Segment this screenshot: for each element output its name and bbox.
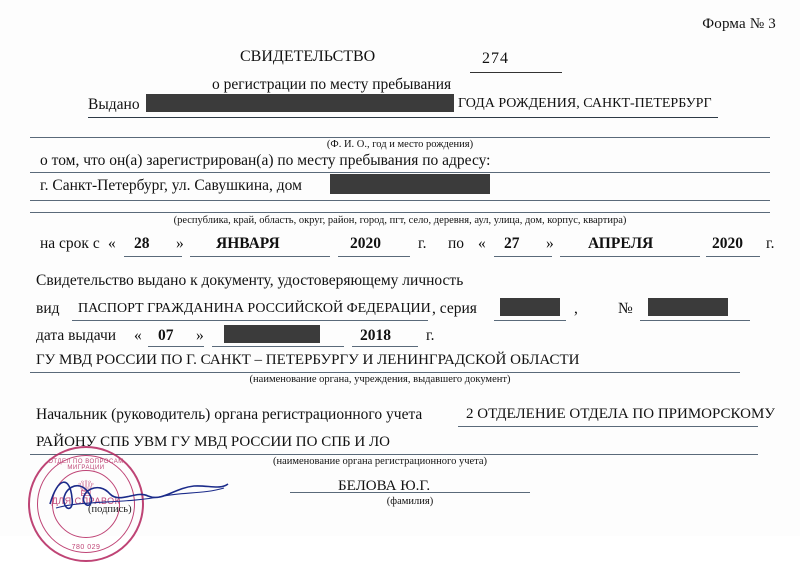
- registered-rule: [30, 172, 770, 173]
- identity-series-rule: [494, 320, 566, 321]
- signature-hint: (подпись): [88, 504, 132, 515]
- handwritten-signature: [44, 470, 234, 516]
- identity-authority-hint: (наименование органа, учреждения, выдавшего документ): [249, 374, 511, 385]
- identity-date-month-rule: [212, 346, 344, 347]
- chief-hint: (наименование органа регистрационного учета): [272, 456, 488, 467]
- term-year-to-rule: [706, 256, 760, 257]
- term-year-from-rule: [338, 256, 410, 257]
- identity-series-label: , серия: [432, 300, 477, 317]
- term-quote-open-to: «: [478, 235, 486, 252]
- identity-number-label: №: [618, 300, 633, 317]
- issued-label: Выдано: [88, 96, 140, 113]
- form-number: Форма № 3: [702, 16, 776, 32]
- term-day-from-rule: [124, 256, 182, 257]
- term-month-to-rule: [560, 256, 700, 257]
- term-month-from-rule: [190, 256, 330, 257]
- address-rule-1: [30, 200, 770, 201]
- term-year-from: 2020: [350, 235, 381, 252]
- term-g-from: г.: [418, 235, 427, 252]
- identity-number-rule: [640, 320, 750, 321]
- chief-value-line1: 2 ОТДЕЛЕНИЕ ОТДЕЛА ПО ПРИМОРСКОМУ: [466, 406, 775, 422]
- term-year-to: 2020: [712, 235, 743, 252]
- stamp-top-text: ОТДЕЛ ПО ВОПРОСАМ МИГРАЦИИ: [48, 459, 124, 471]
- stamp-center-text: ДЛЯ СПРАВОК: [51, 496, 121, 506]
- redacted-address: [330, 174, 490, 194]
- chief-label: Начальник (руководитель) органа регистрационного учета: [36, 406, 423, 423]
- chief-rule-1: [458, 426, 758, 427]
- redacted-name: [146, 94, 454, 112]
- term-month-to: АПРЕЛЯ: [588, 235, 654, 252]
- term-day-to-rule: [494, 256, 552, 257]
- redacted-number: [648, 298, 728, 316]
- issued-rule: [88, 117, 718, 118]
- identity-intro: Свидетельство выдано к документу, удостоверяющему личность: [36, 272, 464, 289]
- eagle-emblem-icon: ♕: [76, 476, 96, 501]
- term-month-from: ЯНВАРЯ: [216, 235, 280, 252]
- term-quote-close-from: »: [176, 235, 184, 252]
- identity-kind-label: вид: [36, 300, 60, 317]
- fio-rule: [30, 137, 770, 138]
- identity-comma: ,: [574, 300, 578, 317]
- term-g-to: г.: [766, 235, 775, 252]
- term-quote-open-from: «: [108, 235, 116, 252]
- certificate-number-rule: [470, 72, 562, 73]
- certificate-number: 274: [482, 50, 509, 67]
- issued-value-tail: ГОДА РОЖДЕНИЯ, САНКТ-ПЕТЕРБУРГ: [458, 96, 712, 111]
- identity-date-day-rule: [148, 346, 204, 347]
- surname-value: БЕЛОВА Ю.Г.: [338, 478, 431, 494]
- redacted-series: [500, 298, 560, 316]
- identity-date-label: дата выдачи: [36, 327, 117, 344]
- identity-authority: ГУ МВД РОССИИ ПО Г. САНКТ – ПЕТЕРБУРГУ И ЛЕНИНГРАДСКОЙ ОБЛАСТИ: [36, 352, 580, 368]
- address-hint: (республика, край, область, округ, район, город, пгт, село, деревня, аул, улица, дом, корпус, квартира): [173, 215, 627, 226]
- document-title: СВИДЕТЕЛЬСТВО: [240, 48, 376, 65]
- identity-date-year: 2018: [360, 327, 391, 344]
- registered-line: о том, что он(а) зарегистрирован(а) по месту пребывания по адресу:: [40, 152, 491, 169]
- term-day-to: 27: [504, 235, 520, 252]
- identity-date-day: 07: [158, 327, 174, 344]
- document-subtitle: о регистрации по месту пребывания: [212, 76, 452, 93]
- surname-hint: (фамилия): [386, 496, 434, 507]
- term-day-from: 28: [134, 235, 150, 252]
- identity-date-g: г.: [426, 327, 435, 344]
- identity-date-quote-open: «: [134, 327, 142, 344]
- term-prefix: на срок с: [40, 235, 100, 252]
- fio-hint: (Ф. И. О., год и место рождения): [326, 139, 474, 150]
- identity-kind-rule: [72, 320, 428, 321]
- stamp-bottom-text: 780 029: [71, 544, 101, 551]
- identity-date-quote-close: »: [196, 327, 204, 344]
- address-value: г. Санкт-Петербург, ул. Савушкина, дом: [40, 177, 302, 194]
- identity-authority-rule: [30, 372, 740, 373]
- term-to-label: по: [448, 235, 465, 252]
- identity-date-year-rule: [352, 346, 418, 347]
- identity-kind-value: ПАСПОРТ ГРАЖДАНИНА РОССИЙСКОЙ ФЕДЕРАЦИИ: [78, 301, 431, 316]
- chief-rule-2: [30, 454, 758, 455]
- chief-value-line2: РАЙОНУ СПБ УВМ ГУ МВД РОССИИ ПО СПБ И ЛО: [36, 434, 391, 450]
- term-quote-close-to: »: [546, 235, 554, 252]
- address-rule-2: [30, 212, 770, 213]
- redacted-date-month: [224, 325, 320, 343]
